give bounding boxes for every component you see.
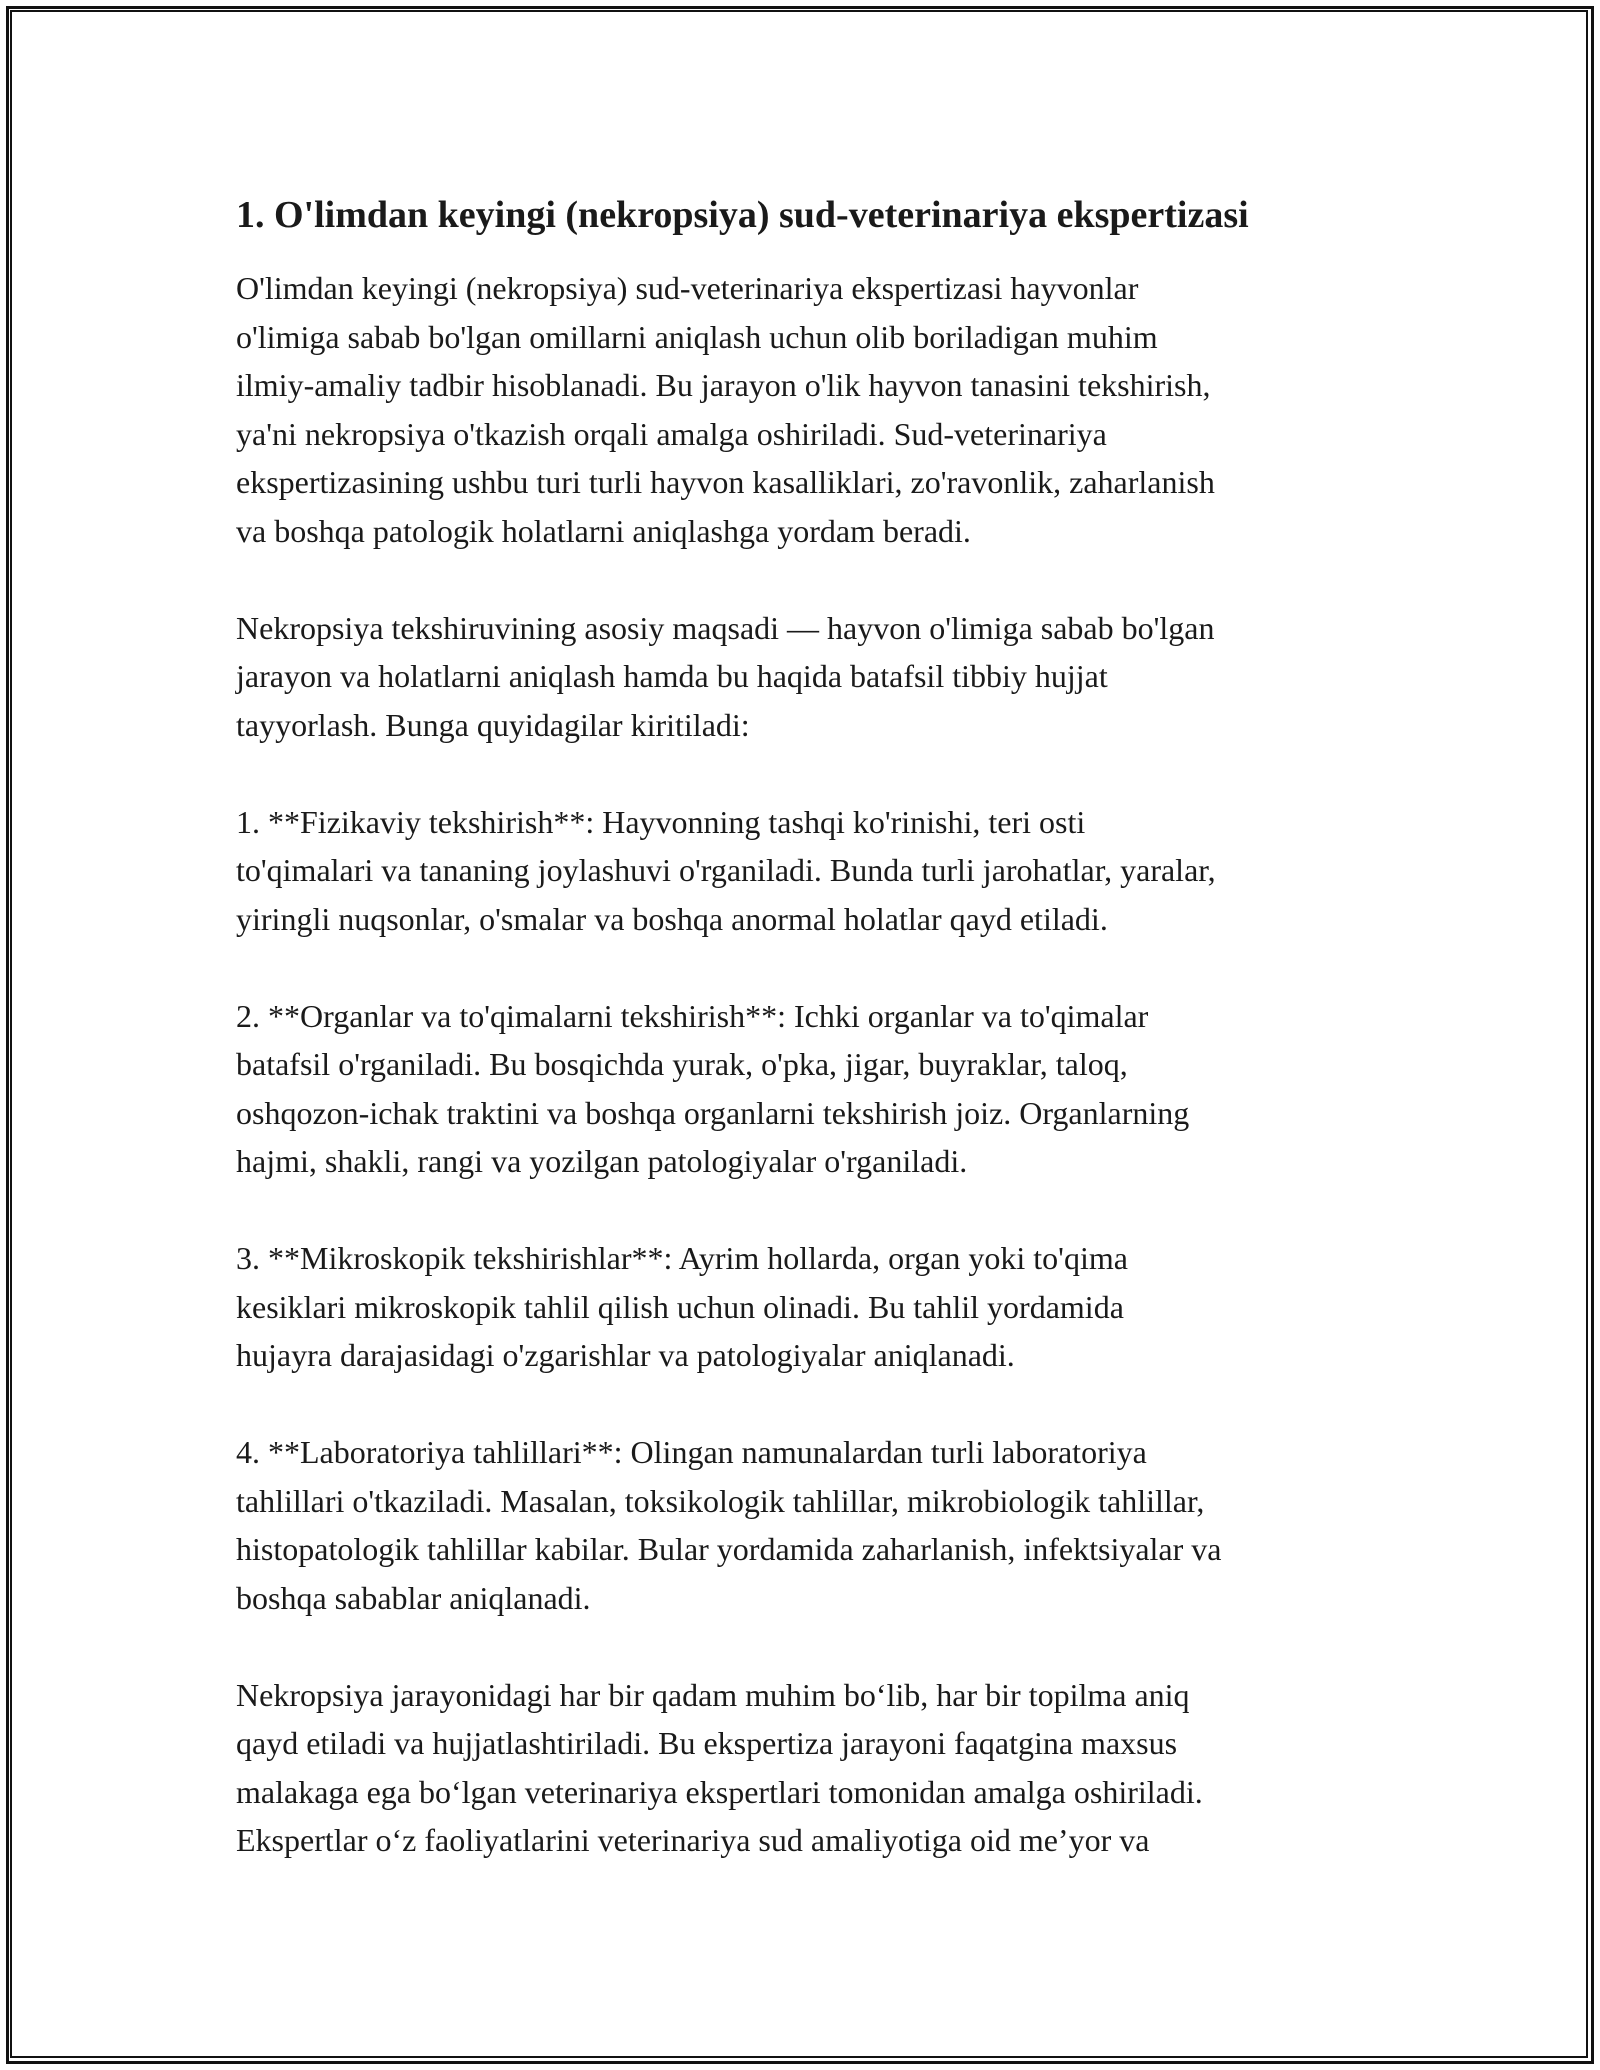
text-line: hujayra darajasidagi o'zgarishlar va patologiyalar aniqlanadi. — [236, 1337, 1015, 1373]
text-line: Nekropsiya jarayonidagi har bir qadam muhim bo‘lib, har bir topilma aniq — [236, 1676, 1190, 1713]
purpose-paragraph — [236, 604, 1386, 750]
list-item-physical-exam — [236, 798, 1386, 944]
text-line: o'limiga sabab bo'lgan omillarni aniqlash uchun olib boriladigan muhim — [236, 318, 1158, 355]
list-item-organ-exam — [236, 992, 1386, 1186]
text-line: tahlillari o'tkaziladi. Masalan, toksikologik tahlillar, mikrobiologik tahlillar, — [236, 1482, 1205, 1519]
intro-paragraph — [236, 264, 1386, 555]
list-item-lab-analysis — [236, 1428, 1386, 1622]
text-line: O'limdan keyingi (nekropsiya) sud-veterinariya ekspertizasi hayvonlar — [236, 270, 1139, 306]
text-line: 4. **Laboratoriya tahlillari**: Olingan namunalardan turli laboratoriya — [236, 1434, 1147, 1470]
text-line: Ekspertlar o‘z faoliyatlarini veterinariya sud amaliyotiga oid me’yor va — [236, 1822, 1150, 1858]
closing-paragraph — [236, 1671, 1386, 1865]
text-line: qayd etiladi va hujjatlashtiriladi. Bu ekspertiza jarayoni faqatgina maxsus — [236, 1725, 1178, 1761]
text-line: tayyorlash. Bunga quyidagilar kiritiladi: — [236, 706, 750, 743]
text-line: kesiklari mikroskopik tahlil qilish uchun olinadi. Bu tahlil yordamida — [236, 1288, 1124, 1325]
text-line: to'qimalari va tananing joylashuvi o'rganiladi. Bunda turli jarohatlar, yaralar, — [236, 852, 1216, 888]
text-line: yiringli nuqsonlar, o'smalar va boshqa anormal holatlar qayd etiladi. — [236, 900, 1108, 937]
text-line: ya'ni nekropsiya o'tkazish orqali amalga oshiriladi. Sud-veterinariya — [236, 415, 1107, 452]
text-line: batafsil o'rganiladi. Bu bosqichda yurak, o'pka, jigar, buyraklar, taloq, — [236, 1046, 1128, 1082]
text-line: 2. **Organlar va to'qimalarni tekshirish**: Ichki organlar va to'qimalar — [236, 997, 1149, 1034]
text-line: va boshqa patologik holatlarni aniqlashga yordam beradi. — [236, 512, 971, 549]
text-line: hajmi, shakli, rangi va yozilgan patologiyalar o'rganiladi. — [236, 1143, 968, 1179]
document-body — [236, 188, 1386, 1913]
text-line: jarayon va holatlarni aniqlash hamda bu haqida batafsil tibbiy hujjat — [236, 658, 1108, 694]
list-item-microscopic-exam — [236, 1234, 1386, 1380]
text-line: histopatologik tahlillar kabilar. Bular yordamida zaharlanish, infektsiyalar va — [236, 1531, 1222, 1567]
text-line: 3. **Mikroskopik tekshirishlar**: Ayrim hollarda, organ yoki to'qima — [236, 1240, 1128, 1276]
text-line: malakaga ega bo‘lgan veterinariya ekspertlari tomonidan amalga oshiriladi. — [236, 1773, 1203, 1810]
document-title: 1. O'limdan keyingi (nekropsiya) sud-veterinariya ekspertizasi — [236, 194, 1249, 236]
text-line: Nekropsiya tekshiruvining asosiy maqsadi — hayvon o'limiga sabab bo'lgan — [236, 609, 1215, 646]
text-line: ilmiy-amaliy tadbir hisoblanadi. Bu jarayon o'lik hayvon tanasini tekshirish, — [236, 367, 1211, 403]
text-line: ekspertizasining ushbu turi turli hayvon kasalliklari, zo'ravonlik, zaharlanish — [236, 464, 1215, 500]
text-line: 1. **Fizikaviy tekshirish**: Hayvonning tashqi ko'rinishi, teri osti — [236, 803, 1086, 840]
text-line: oshqozon-ichak traktini va boshqa organlarni tekshirish joiz. Organlarning — [236, 1094, 1190, 1131]
text-line: boshqa sabablar aniqlanadi. — [236, 1579, 591, 1616]
